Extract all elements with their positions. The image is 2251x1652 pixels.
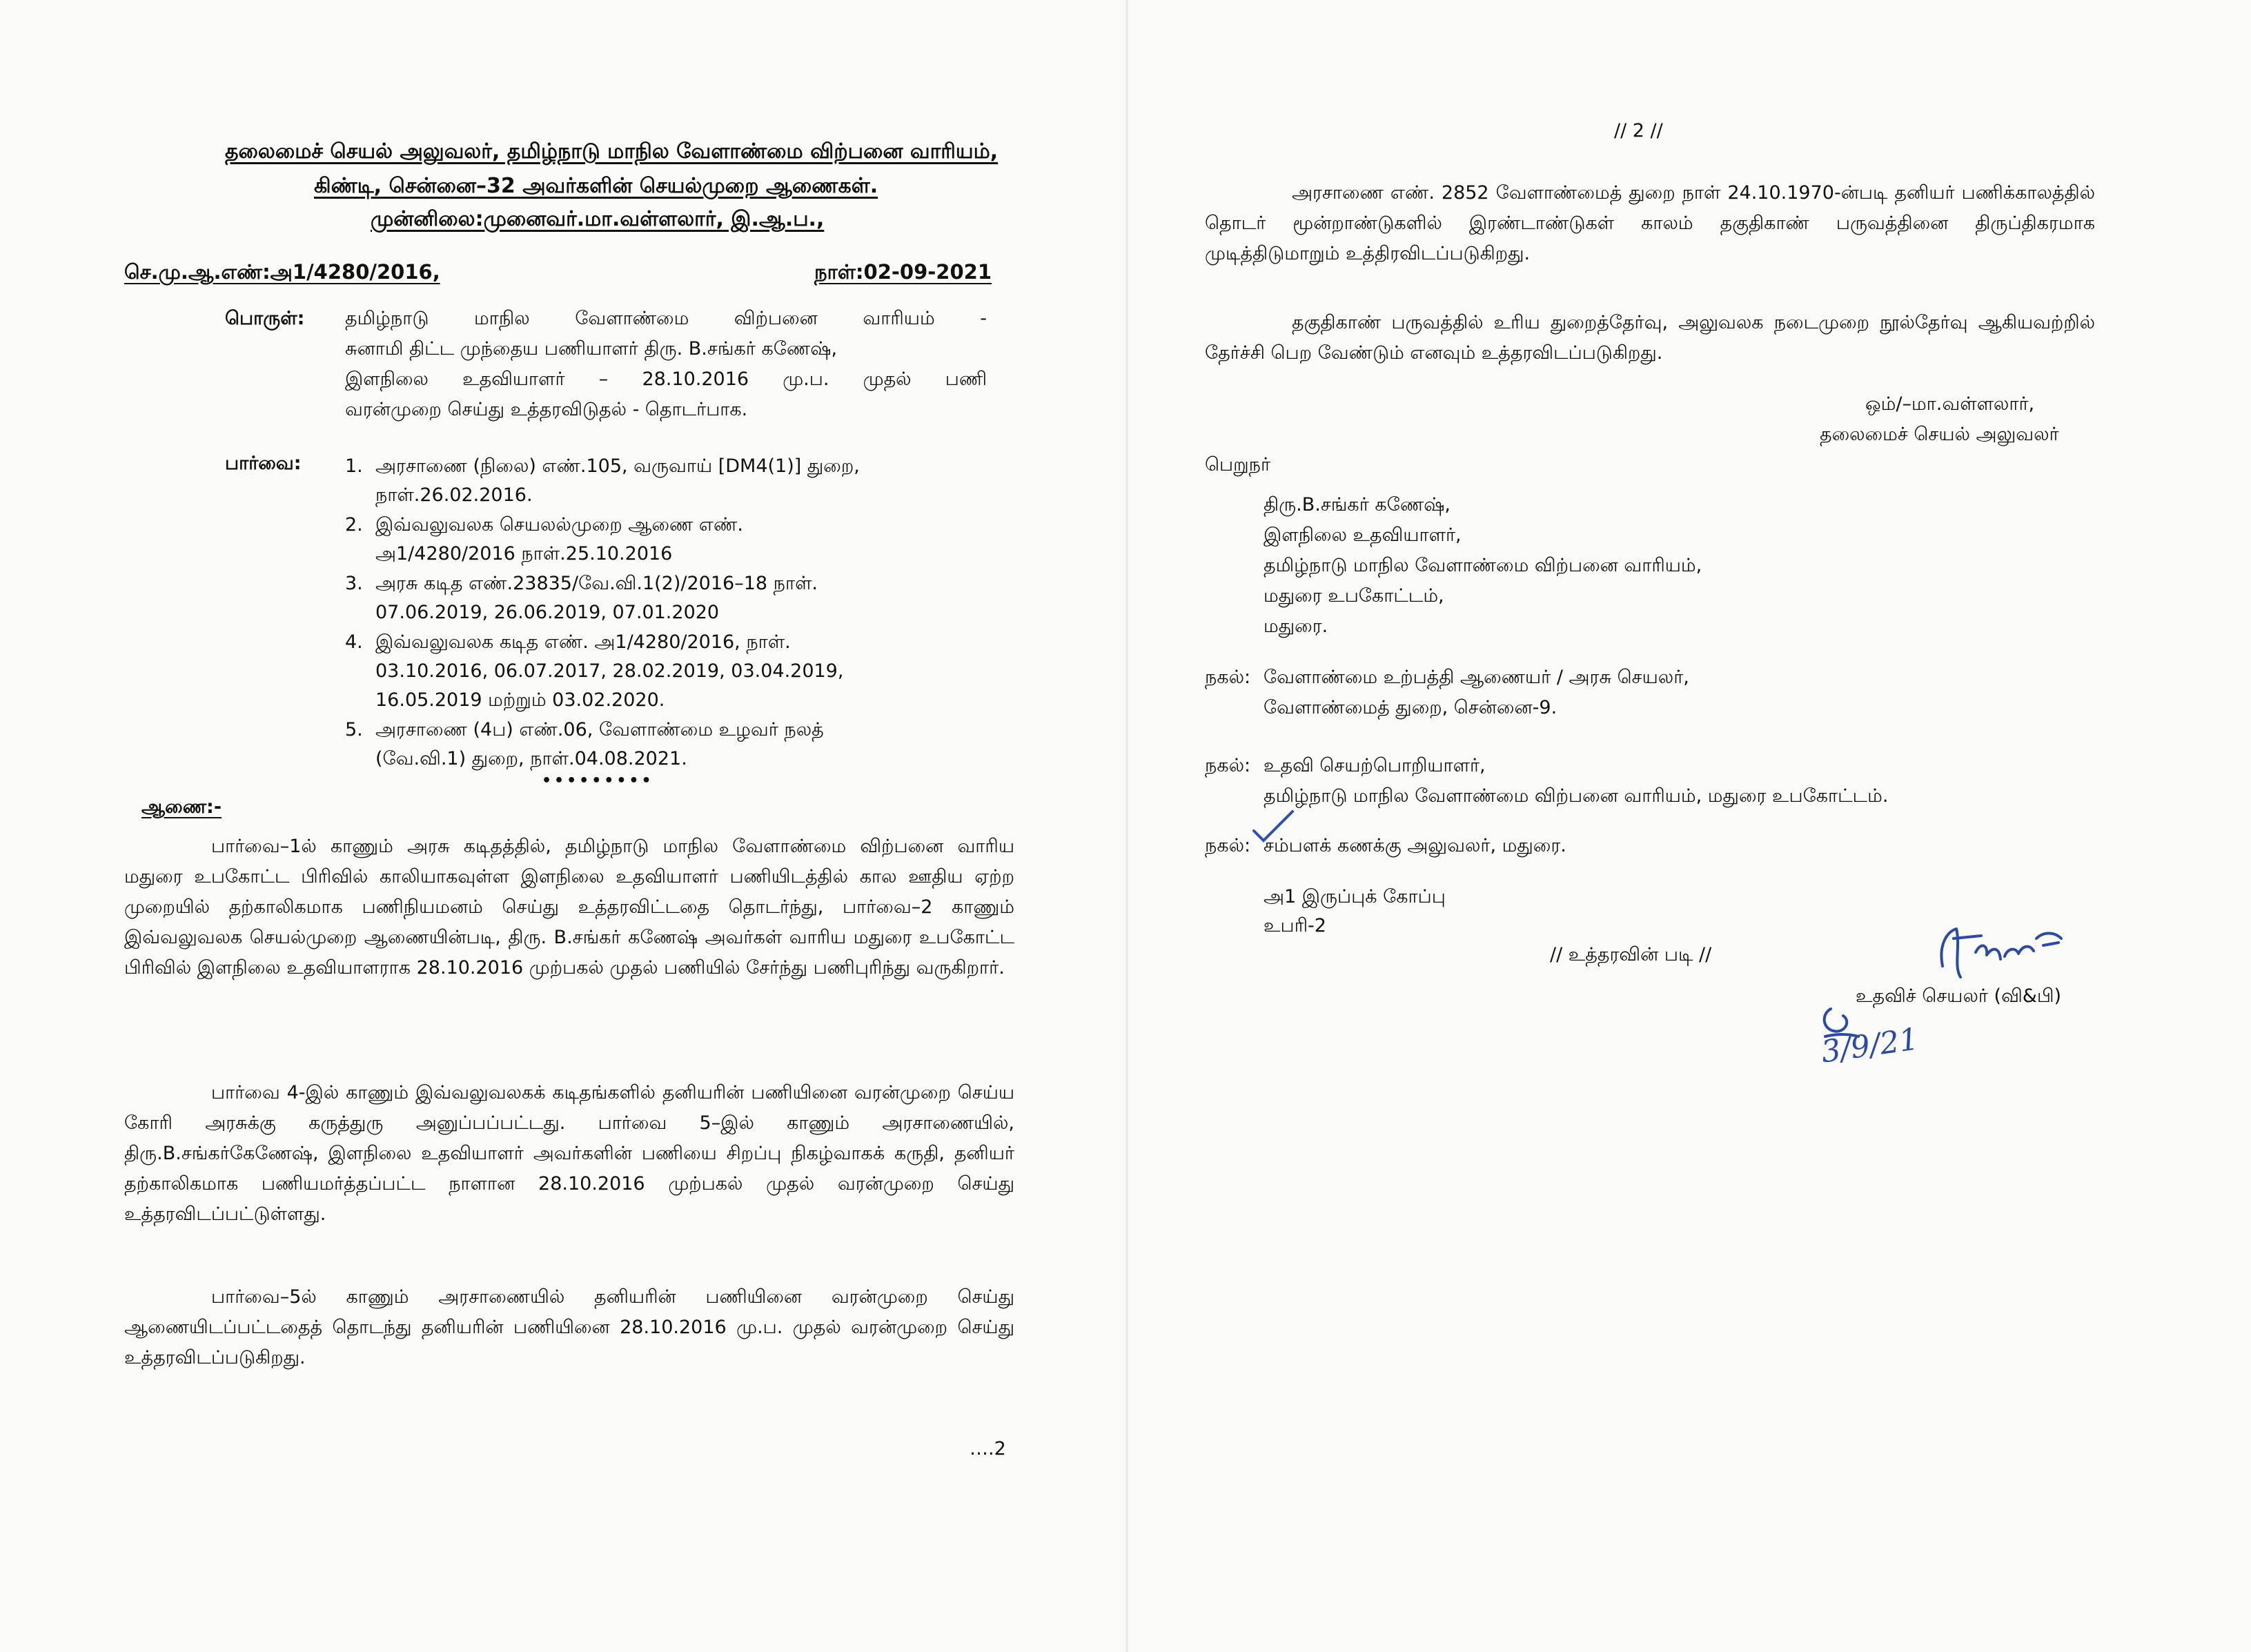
file-copy: அ1 இருப்புக் கோப்பு [1264, 886, 1446, 907]
signed-by: ஒம்/–மா.வள்ளலார், [1865, 393, 2035, 415]
header-line-1: தலைமைச் செயல் அலுவலர், தமிழ்நாடு மாநில வேளாண்மை விற்பனை வாரியம், [225, 139, 999, 164]
order-paragraph-3: பார்வை–5ல் காணும் அரசாணையில் தனியரின் பணியினை வரன்முறை செய்து ஆணையிடப்பட்டதைத் தொடந்து தனியரின் பணியினை 28.10.2016 மு.ப. முதல் வரன்முறை செய்து உத்தரவிடப்படுகிறது. [124, 1286, 1014, 1368]
reference-number-4: 4. [345, 631, 363, 653]
attestor-designation: உதவிச் செயலர் (வி&பி) [1856, 985, 2062, 1007]
subject-line-2: சுனாமி திட்ட முந்தைய பணியாளர் திரு. B.சங்கர் கணேஷ், [345, 338, 838, 360]
reference-number-3: 3. [345, 573, 363, 594]
true-copy-marker: // உத்தரவின் படி // [1550, 944, 1712, 965]
copy-label-1: நகல்: [1205, 667, 1251, 688]
page-continuation: ….2 [970, 1438, 1006, 1459]
subject-line-3: இளநிலை உதவியாளர் – 28.10.2016 மு.ப. முதல் பணி [345, 368, 987, 390]
recipient-line-5: மதுரை. [1264, 616, 1328, 637]
recipient-line-1: திரு.B.சங்கர் கணேஷ், [1264, 494, 1451, 515]
copy-1-line-1: வேளாண்மை உற்பத்தி ஆணையர் / அரசு செயலர், [1264, 667, 1689, 688]
spare-copies: உபரி-2 [1264, 915, 1326, 936]
reference-number-1: 1. [345, 455, 363, 477]
copy-3-line-1: சம்பளக் கணக்கு அலுவலர், மதுரை. [1264, 835, 1566, 856]
checkmark-icon [1250, 806, 1298, 847]
subject-label: பொருள்: [225, 308, 305, 329]
copy-2-line-2: தமிழ்நாடு மாநில வேளாண்மை விற்பனை வாரியம், மதுரை உபகோட்டம். [1264, 785, 1889, 807]
order-date: நாள்:02-09-2021 [814, 260, 992, 284]
subject-line-1: தமிழ்நாடு மாநில வேளாண்மை விற்பனை வாரியம் - [345, 308, 987, 329]
signatory-designation: தலைமைச் செயல் அலுவலர் [1820, 424, 2059, 445]
reference-separator: ••••••••• [542, 772, 654, 789]
reference-number-5: 5. [345, 719, 363, 740]
recipient-line-3: தமிழ்நாடு மாநில வேளாண்மை விற்பனை வாரியம், [1264, 555, 1702, 576]
references-label: பார்வை: [225, 453, 302, 474]
copy-2-line-1: உதவி செயற்பொறியாளர், [1264, 755, 1486, 776]
recipient-line-2: இளநிலை உதவியாளர், [1264, 524, 1462, 546]
copy-label-2: நகல்: [1205, 755, 1251, 776]
order-label: ஆணை:- [141, 796, 222, 818]
order-paragraph-4: அரசாணை எண். 2852 வேளாண்மைத் துறை நாள் 24.10.1970-ன்படி தனியர் பணிக்காலத்தில் தொடர் மூன்றாண்டுகளில் இரண்டாண்டுகள் காலம் தகுதிகாண் பருவத்தினை திருப்திகரமாக முடித்திடுமாறும் உத்திரவிடப்படுகிறது. [1205, 182, 2095, 264]
order-paragraph-5: தகுதிகாண் பருவத்தில் உரிய துறைத்தேர்வு, அலுவலக நடைமுறை நூல்தேர்வு ஆகியவற்றில் தேர்ச்சி பெற வேண்டும் எனவும் உத்தரவிடப்படுகிறது. [1205, 312, 2095, 364]
reference-number: செ.மு.ஆ.எண்:அ1/4280/2016, [124, 260, 440, 284]
reference-number-2: 2. [345, 514, 363, 535]
recipient-line-4: மதுரை உபகோட்டம், [1264, 585, 1444, 607]
copy-1-line-2: வேளாண்மைத் துறை, சென்னை-9. [1264, 697, 1557, 718]
header-line-3: முன்னிலை:முனைவர்.மா.வள்ளலார், இ.ஆ.ப., [371, 207, 825, 231]
page-marker: // 2 // [1614, 120, 1663, 141]
order-paragraph-1: பார்வை–1ல் காணும் அரசு கடிதத்தில், தமிழ்நாடு மாநில வேளாண்மை விற்பனை வாரிய மதுரை உபகோட்ட பிரிவில் காலியாகவுள்ள இளநிலை உதவியாளர் பணியிடத்தில் கால ஊதிய ஏற்ற முறையில் தற்காலிகமாக பணிநியமனம் செய்து உத்தரவிட்டதை தொடர்ந்து, பார்வை–2 காணும் இவ்வலுவலக செயல்முறை ஆணையின்படி, திரு. B.சங்கர் கணேஷ் அவர்கள் வாரிய மதுரை உபகோட்ட பிரிவில் இளநிலை உதவியாளராக 28.10.2016 முற்பகல் முதல் பணியில் சேர்ந்து பணிபுரிந்து வருகிறார். [124, 836, 1014, 979]
copy-label-3: நகல்: [1205, 835, 1251, 856]
order-paragraph-2: பார்வை 4-இல் காணும் இவ்வலுவலகக் கடிதங்களில் தனியரின் பணியினை வரன்முறை செய்ய கோரி அரசுக்கு கருத்துரு அனுப்பப்பட்டது. பார்வை 5–இல் காணும் அரசாணையில், திரு.B.சங்கர்கேணேஷ், இளநிலை உதவியாளர் அவர்களின் பணியை சிறப்பு நிகழ்வாகக் கருதி, தனியர் தற்காலிகமாக பணியமர்த்தப்பட்ட நாளான 28.10.2016 முற்பகல் முதல் வரன்முறை செய்து உத்தரவிடப்பட்டுள்ளது. [124, 1082, 1014, 1225]
header-line-2: கிண்டி, சென்னை–32 அவர்களின் செயல்முறை ஆணைகள். [314, 174, 878, 198]
right-page [1126, 0, 2251, 1652]
handwritten-date: 3/9/21 [1819, 1021, 1921, 1070]
left-page: தலைமைச் செயல் அலுவலர், தமிழ்நாடு மாநில வேளாண்மை விற்பனை வாரியம், கிண்டி, சென்னை–32 அவர்களின் செயல்முறை ஆணைகள். முன்னிலை:முனைவர்.மா.வள்ளலார், இ.ஆ.ப., செ.மு.ஆ.எண்:அ1/4280/2016, நாள்:02-09-2021 பொருள்: தமிழ்நாடு மாநில வேளாண்மை விற்பனை வாரியம் - சுனாமி திட்ட முந்தைய பணியாளர் திரு. B.சங்கர் கணேஷ், இளநிலை உதவியாளர் – 28.10.2016 மு.ப. முதல் பணி வரன்முறை செய்து உத்தரவிடுதல் - தொடர்பாக. பார்வை: 1. அரசாணை (நிலை) எண்.105, வருவாய் [DM4(1)] துறை, நாள்.26.02.2016. 2. இவ்வலுவலக செயலல்முறை ஆணை எண். அ1/4280/2016 நாள்.25.10.2016 3. அரசு கடித எண்.23835/வே.வி.1(2)/2016–18 நாள். 07.06.2019, 26.06.2019, 07.01.2020 4. இவ்வலுவலக கடித எண். அ1/4280/2016, நாள். 03.10.2016, 06.07.2017, 28.02.2019, 03.04.2019, 16.05.2019 மற்றும் 03.02.2020. 5. அரசாணை (4ப) எண்.06, வேளாண்மை உழவர் நலத் (வே.வி.1) துறை, நாள்.04.08.2021. ••••••••• ஆணை:- பார்வை–1ல் காணும் அரசு கடிதத்தில், தமிழ்நாடு மாநில வேளாண்மை விற்பனை வாரிய மதுரை உபகோட்ட பிரிவில் காலியாகவுள்ள இளநிலை உதவியாளர் பணியிடத்தில் கால ஊதிய ஏற்ற முறையில் தற்காலிகமாக பணிநியமனம் செய்து உத்தரவிட்டதை தொடர்ந்து, பார்வை–2 காணும் இவ்வலுவலக செயல்முறை ஆணையின்படி, திரு. B.சங்கர் கணேஷ் அவர்கள் வாரிய மதுரை உபகோட்ட பிரிவில் இளநிலை உதவியாளராக 28.10.2016 முற்பகல் முதல் பணியில் சேர்ந்து பணிபுரிந்து வருகிறார். பார்வை 4-இல் காணும் இவ்வலுவலகக் கடிதங்களில் தனியரின் பணியினை வரன்முறை செய்ய கோரி அரசுக்கு கருத்துரு அனுப்பப்பட்டது. பார்வை 5–இல் காணும் அரசாணையில், திரு.B.சங்கர்கேணேஷ், இளநிலை உதவியாளர் அவர்களின் பணியை சிறப்பு நிகழ்வாகக் கருதி, தனியர் தற்காலிகமாக பணியமர்த்தப்பட்ட நாளான 28.10.2016 முற்பகல் முதல் வரன்முறை செய்து உத்தரவிடப்பட்டுள்ளது. பார்வை–5ல் காணும் அரசாணையில் தனியரின் பணியினை வரன்முறை செய்து ஆணையிடப்பட்டதைத் தொடந்து தனியரின் பணியினை 28.10.2016 மு.ப. முதல் வரன்முறை செய்து உத்தரவிடப்படுகிறது. ….2 [0, 0, 1126, 1652]
subject-line-4: வரன்முறை செய்து உத்தரவிடுதல் - தொடர்பாக. [345, 399, 748, 420]
recipient-label: பெறுநர் [1205, 454, 1271, 475]
